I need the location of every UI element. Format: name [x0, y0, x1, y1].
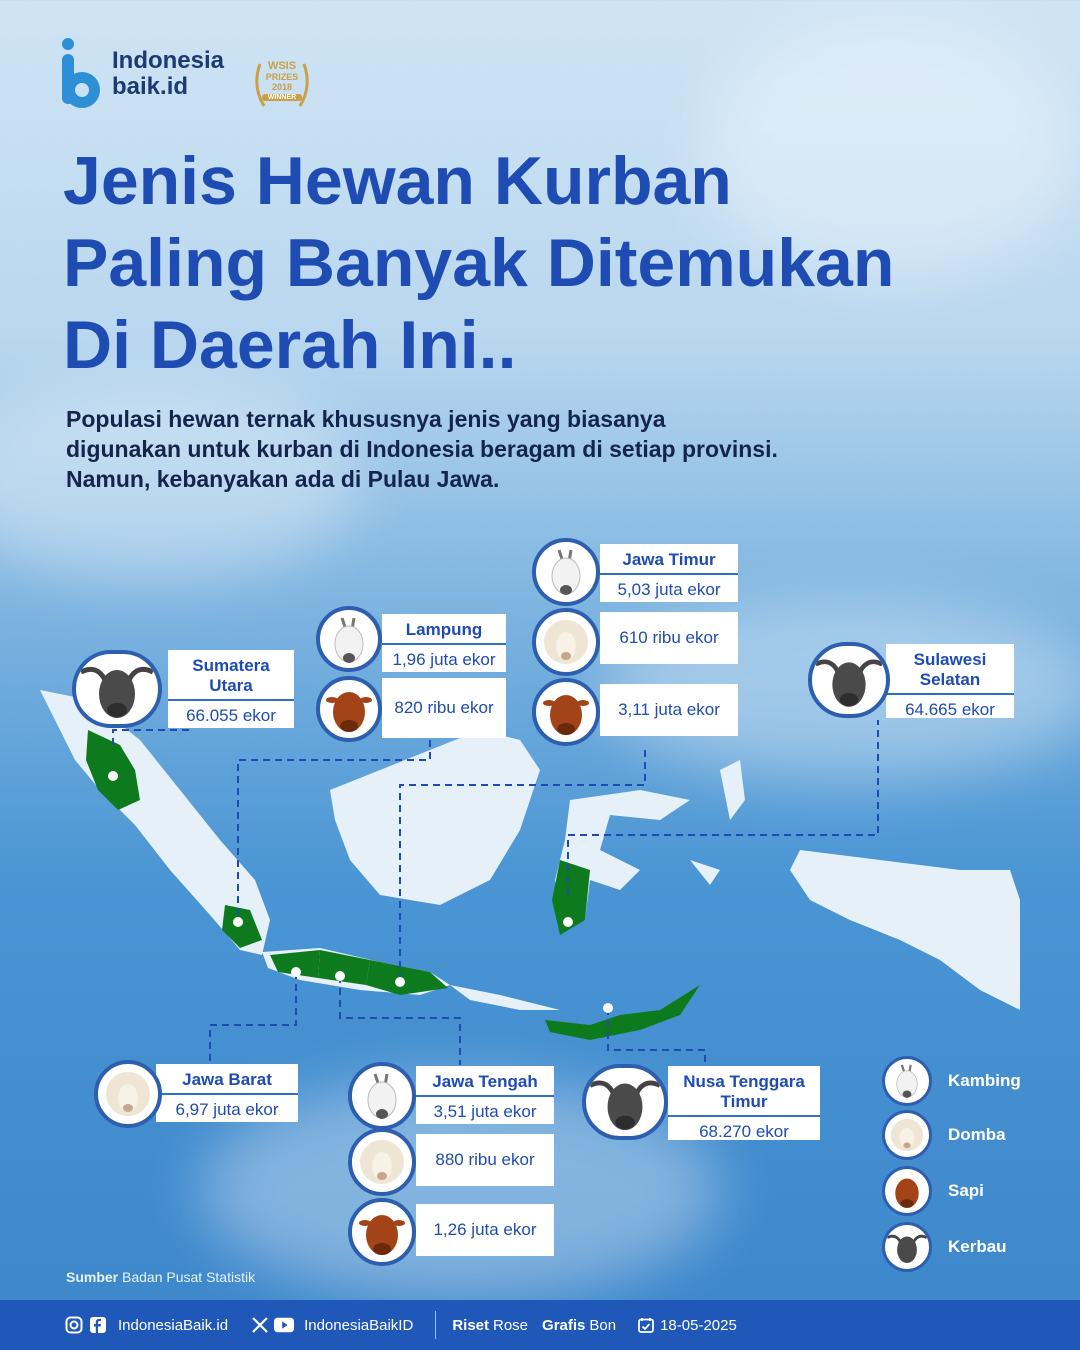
grafis-credit: Bon — [589, 1316, 617, 1334]
cow-icon — [316, 676, 382, 742]
footer-divider — [435, 1311, 436, 1339]
value-kambing: 3,51 juta ekor — [433, 1102, 537, 1121]
laurel-icon — [250, 54, 314, 116]
value-kambing: 5,03 juta ekor — [617, 580, 721, 599]
social-handle-1[interactable]: IndonesiaBaik.id — [64, 1315, 228, 1335]
buffalo-icon — [72, 650, 162, 728]
legend-sapi: Sapi — [882, 1166, 984, 1216]
cow-icon — [348, 1198, 416, 1266]
legend-kambing: Kambing — [882, 1056, 1021, 1106]
riset-credit: Rose — [493, 1316, 529, 1334]
value-sapi: 1,26 juta ekor — [433, 1220, 537, 1239]
value-domba: 610 ribu ekor — [619, 628, 719, 647]
calendar-check-icon — [636, 1315, 656, 1335]
value-kerbau: 66.055 ekor — [186, 706, 276, 725]
card-lampung: Lampung 1,96 juta ekor — [382, 614, 506, 672]
instagram-icon — [64, 1315, 84, 1335]
value-kerbau: 68.270 ekor — [699, 1122, 789, 1141]
x-icon — [250, 1315, 270, 1335]
page-title: Jenis Hewan Kurban Paling Banyak Ditemukan Di Daerah Ini.. — [63, 143, 895, 383]
maluku-island — [690, 860, 720, 885]
card-jawa-timur-sapi — [600, 684, 738, 736]
maluku-island — [720, 760, 745, 820]
value-kerbau: 64.665 ekor — [905, 700, 995, 719]
cow-icon — [882, 1166, 932, 1216]
legend-domba: Domba — [882, 1110, 1006, 1160]
facebook-icon — [88, 1315, 108, 1335]
sheep-icon — [532, 608, 600, 676]
value-kambing: 1,96 juta ekor — [392, 650, 496, 669]
value-sapi: 3,11 juta ekor — [618, 700, 720, 719]
sheep-icon — [94, 1060, 162, 1128]
card-ntt: Nusa Tenggara Timur 68.270 ekor — [668, 1066, 820, 1140]
goat-icon — [532, 538, 600, 606]
card-jawa-barat: Jawa Barat 6,97 juta ekor — [156, 1064, 298, 1122]
card-sumatera-utara: Sumatera Utara 66.055 ekor — [168, 650, 294, 728]
card-jawa-tengah-domba — [416, 1134, 554, 1186]
value-domba: 880 ribu ekor — [435, 1150, 535, 1169]
brand-name: Indonesia baik.id — [112, 47, 225, 100]
page-subtitle: Populasi hewan ternak khususnya jenis yang biasanya digunakan untuk kurban di Indonesia beragam di setiap provinsi. Namun, kebanyakan ada di Pulau Jawa. — [66, 406, 778, 492]
social-handle-2[interactable]: IndonesiaBaikID — [250, 1315, 413, 1335]
nusa-tenggara-islands — [450, 985, 560, 1010]
legend-kerbau: Kerbau — [882, 1222, 1007, 1272]
publish-date: 18-05-2025 — [660, 1316, 737, 1334]
card-jawa-tengah: Jawa Tengah 3,51 juta ekor — [416, 1066, 554, 1124]
card-sulawesi-selatan: Sulawesi Selatan 64.665 ekor — [886, 644, 1014, 718]
buffalo-icon — [582, 1064, 668, 1140]
brand-logo[interactable] — [62, 38, 224, 110]
card-jawa-timur-domba — [600, 612, 738, 664]
buffalo-icon — [808, 642, 890, 718]
sheep-icon — [882, 1110, 932, 1160]
sheep-icon — [348, 1128, 416, 1196]
source-note: Sumber Badan Pusat Statistik — [66, 1269, 256, 1285]
goat-icon — [316, 606, 382, 672]
kalimantan-island — [330, 730, 540, 905]
goat-icon — [882, 1056, 932, 1106]
value-domba: 6,97 juta ekor — [175, 1100, 279, 1119]
cow-icon — [532, 678, 600, 746]
province-ntt — [545, 985, 700, 1040]
youtube-icon — [274, 1315, 294, 1335]
card-jawa-timur: Jawa Timur 5,03 juta ekor — [600, 544, 738, 602]
buffalo-icon — [882, 1222, 932, 1272]
card-jawa-tengah-sapi — [416, 1204, 554, 1256]
value-sapi: 820 ribu ekor — [394, 698, 494, 717]
award-badge: WSIS PRIZES 2018 WINNER — [250, 54, 314, 116]
goat-icon — [348, 1062, 416, 1130]
papua-island — [790, 850, 1020, 1010]
card-lampung-sapi — [382, 678, 506, 738]
logo-b-icon — [62, 38, 102, 110]
footer-bar: IndonesiaBaik.id IndonesiaBaikID Riset Rose Grafis Bon 18-05-2025 — [0, 1300, 1080, 1350]
